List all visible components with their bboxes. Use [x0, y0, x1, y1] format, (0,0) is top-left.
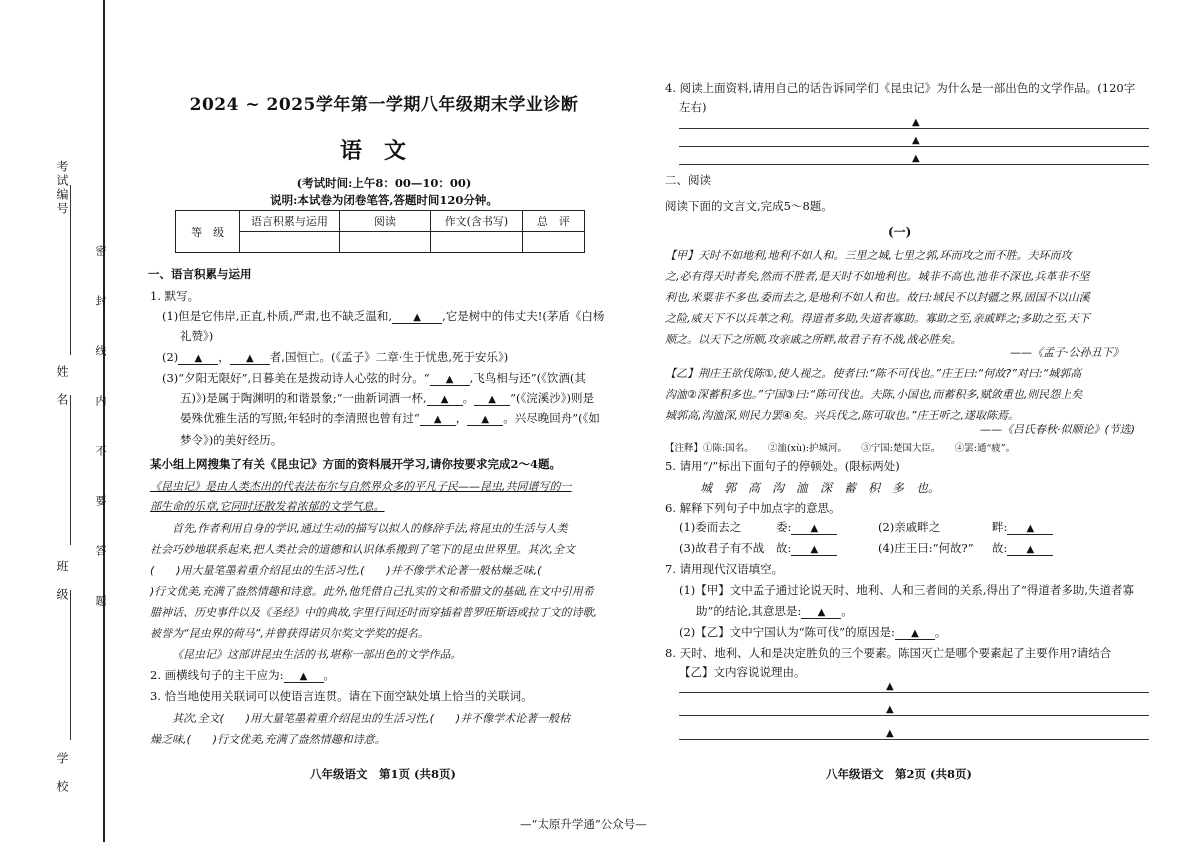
blank[interactable]: ▲ — [467, 414, 503, 426]
q5-sentence[interactable]: 城 郭 高 沟 洫 深 蓄 积 多 也。 — [700, 481, 941, 495]
q6-1-key: 委: ▲ — [776, 519, 837, 535]
answer-line[interactable] — [679, 692, 1149, 693]
class-field[interactable] — [70, 590, 71, 740]
name-field[interactable] — [70, 395, 71, 545]
jia-line-3: 利也,米粟非不多也,委而去之,是地利不如人和也。故曰:域民不以封疆之界,固国不以山溪 — [665, 291, 1090, 304]
q6-2: (2)亲戚畔之 — [878, 520, 941, 534]
col-reading: 阅读 — [339, 211, 431, 232]
passage-line-2: 部生命的乐章,它同时还散发着浓郁的文学气息。 — [150, 500, 385, 513]
q3-line-2: 燥乏味,( )行文优美,充满了盎然情趣和诗意。 — [150, 733, 386, 746]
blank[interactable]: ▲ — [230, 353, 270, 365]
answer-line[interactable] — [679, 128, 1149, 129]
answer-line[interactable] — [679, 739, 1149, 740]
yi-line-3: 城郭高,沟洫深,则民力罢④矣。兴兵伐之,陈可取也。”庄王听之,遂取陈焉。 — [665, 409, 1020, 422]
grade-table — [175, 210, 585, 253]
blank-marker: ▲ — [912, 117, 920, 128]
q3: 3. 恰当地使用关联词可以使语言连贯。请在下面空缺处填上恰当的关联词。 — [150, 689, 533, 703]
bottom-watermark: —“太原升学通”公众号— — [520, 817, 647, 831]
footer-page-2: 八年级语文 第2页 (共8页) — [826, 767, 972, 781]
col-total: 总 评 — [522, 211, 584, 232]
jia-line-1: 【甲】天时不如地利,地利不如人和。三里之城,七里之郭,环而攻之而不胜。夫环而攻 — [665, 249, 1072, 262]
blank[interactable]: ▲ — [791, 544, 837, 556]
blank[interactable]: ▲ — [1007, 544, 1053, 556]
group-intro: 某小组上网搜集了有关《昆虫记》方面的资料展开学习,请你按要求完成2～4题。 — [150, 457, 562, 471]
footer-page-1: 八年级语文 第1页 (共8页) — [310, 767, 456, 781]
section-1-title: 一、语言积累与运用 — [148, 267, 252, 281]
q7: 7. 请用现代汉语填空。 — [665, 562, 784, 576]
yi-source: ——《吕氏春秋·似顺论》(节选) — [980, 423, 1136, 436]
blank[interactable]: ▲ — [430, 374, 470, 386]
q6-1: (1)委而去之 — [679, 520, 742, 534]
blank-marker: ▲ — [912, 153, 920, 164]
q7-2: (2)【乙】文中宁国认为“陈可伐”的原因是: ▲ 。 — [679, 625, 947, 639]
answer-line[interactable] — [679, 164, 1149, 165]
passage-line-5: ( )用大量笔墨着重介绍昆虫的生活习性,( )并不像学术论著一般枯燥乏味,( — [150, 564, 542, 577]
yi-line-1: 【乙】荆庄王欲伐陈①,使人视之。使者曰:“陈不可伐也。”庄王曰:“何故?”对曰:“城郭高 — [665, 367, 1082, 380]
blank-marker: ▲ — [912, 135, 920, 146]
blank[interactable]: ▲ — [178, 353, 218, 365]
subject-title: 语文 — [339, 138, 428, 164]
school-label: 学 校 — [55, 752, 69, 794]
exam-no-label: 考试编号 — [55, 160, 69, 216]
cell-total[interactable] — [522, 232, 584, 253]
q1-1: (1)但是它伟岸,正直,朴质,严肃,也不缺乏温和, ▲ ,它是树中的伟丈夫!(茅盾《白杨 — [162, 309, 605, 323]
blank[interactable]: ▲ — [1007, 523, 1053, 535]
jia-line-2: 之,必有得天时者矣,然而不胜者,是天时不如地利也。城非不高也,池非不深也,兵革非不坚 — [665, 270, 1090, 283]
q7-1: (1)【甲】文中孟子通过论说天时、地利、人和三者间的关系,得出了“得道者多助,失道者寡 — [679, 583, 1134, 597]
answer-line[interactable] — [679, 715, 1149, 716]
blank-marker: ▲ — [886, 681, 894, 692]
q6-2-key: 畔: ▲ — [992, 519, 1053, 535]
blank[interactable]: ▲ — [392, 312, 442, 324]
blank[interactable]: ▲ — [420, 414, 456, 426]
exam-note: 说明:本试卷为闭卷笔答,答题时间120分钟。 — [270, 193, 498, 207]
passage-line-8: 被誉为“昆虫界的荷马”,并曾获得诺贝尔奖文学奖的提名。 — [150, 627, 429, 640]
cell-essay[interactable] — [431, 232, 523, 253]
blank[interactable]: ▲ — [895, 628, 935, 640]
part-1-title: (一) — [888, 225, 912, 239]
cell-reading[interactable] — [339, 232, 431, 253]
passage-line-1: 《昆虫记》是由人类杰出的代表法布尔与自然界众多的平凡子民——昆虫,共同谱写的一 — [150, 480, 572, 493]
passage-line-4: 社会巧妙地联系起来,把人类社会的道德和认识体系搬到了笔下的昆虫世界里。其次,全文 — [150, 543, 575, 556]
q1-2: (2) ▲ ， ▲ 者,国恒亡。(《孟子》二章·生于忧患,死于安乐》) — [162, 350, 509, 364]
q8-b: 【乙】文内容说说理由。 — [679, 665, 806, 679]
exam-no-field[interactable] — [70, 185, 71, 355]
passage-line-3: 首先,作者利用自身的学识,通过生动的描写以拟人的修辞手法,将昆虫的生活与人类 — [172, 522, 568, 535]
answer-line[interactable] — [679, 146, 1149, 147]
jia-line-4: 之险,威天下不以兵革之利。得道者多助,失道者寡助。寡助之至,亲戚畔之;多助之至,天下 — [665, 312, 1090, 325]
q1-3: (3)“夕阳无限好”,日暮美在是拨动诗人心弦的时分。“ ▲ ,飞鸟相与还”(《饮酒(其 — [162, 371, 586, 385]
q5: 5. 请用“/”标出下面句子的停顿处。(限标两处) — [665, 459, 900, 473]
section-2-title: 二、阅读 — [665, 173, 711, 187]
q3-line-1: 其次,全文( )用大量笔墨着重介绍昆虫的生活习性,( )并不像学术论著一般枯 — [172, 712, 571, 725]
cell-language[interactable] — [240, 232, 339, 253]
annotations: 【注释】①陈:国名。 ②洫(xù):护城河。 ③宁国:楚国大臣。 ④罢:通“疲”。 — [665, 443, 1016, 454]
q6-3-key: 故: ▲ — [776, 540, 837, 556]
q1-1-src: 礼赞》) — [180, 329, 214, 343]
col-essay: 作文(含书写) — [431, 211, 523, 232]
q8: 8. 天时、地利、人和是决定胜负的三个要素。陈国灭亡是哪个要素起了主要作用?请结合 — [665, 646, 1112, 660]
q6-4: (4)庄王曰:“何故?” — [878, 541, 974, 555]
q4: 4. 阅读上面资料,请用自己的话告诉同学们《昆虫记》为什么是一部出色的文学作品。(120字 — [665, 81, 1136, 95]
passage-line-6: )行文优美,充满了盎然情趣和诗意。此外,他凭借自己扎实的文和希腊文的基础,在文中引用希 — [150, 585, 594, 598]
exam-title: 2024 ~ 2025学年第一学期八年级期末学业诊断 — [189, 95, 579, 115]
exam-time: (考试时间:上午8：00—10：00) — [296, 176, 472, 190]
q1-3-b: 五)》)是属于陶渊明的和谐景象;“一曲新词酒一杯, ▲ 。 ▲ ”(《浣溪沙》)则是 — [180, 391, 594, 405]
seal-text: 密 封 线 内 不 要 答 题 — [94, 245, 107, 620]
blank[interactable]: ▲ — [427, 394, 463, 406]
q1-3-c: 晏殊优雅生活的写照;年轻时的李清照也曾有过“ ▲ ， ▲ 。兴尽晚回舟”(《如 — [180, 411, 600, 425]
blank[interactable]: ▲ — [474, 394, 510, 406]
grade-label: 等 级 — [176, 211, 240, 253]
jia-line-5: 顺之。以天下之所顺,攻亲戚之所畔,故君子有不战,战必胜矣。 — [665, 333, 962, 346]
q6: 6. 解释下列句子中加点字的意思。 — [665, 501, 841, 515]
q6-4-key: 故: ▲ — [992, 540, 1053, 556]
section-2-intro: 阅读下面的文言文,完成5～8题。 — [665, 199, 833, 213]
blank[interactable]: ▲ — [284, 671, 324, 683]
name-label: 姓 名 — [55, 365, 69, 407]
jia-source: ——《孟子·公孙丑下》 — [1010, 346, 1124, 359]
col-language: 语言积累与运用 — [240, 211, 339, 232]
q2: 2. 画横线句子的主干应为: ▲ 。 — [150, 668, 336, 682]
q4-b: 左右) — [679, 100, 707, 114]
blank[interactable]: ▲ — [801, 607, 841, 619]
q1: 1. 默写。 — [150, 289, 200, 303]
yi-line-2: 沟洫②深蓄积多也。”宁国③曰:“陈可伐也。夫陈,小国也,而蓄积多,赋敛重也,则民怨上矣 — [665, 388, 1083, 401]
q1-3-d: 梦令》)的美好经历。 — [180, 433, 283, 447]
blank[interactable]: ▲ — [791, 523, 837, 535]
q7-1-b: 助”的结论,其意思是: ▲ 。 — [696, 604, 853, 618]
passage-line-7: 腊神话、历史事件以及《圣经》中的典故,字里行间还时而穿插着普罗旺斯语或拉丁文的诗歌, — [150, 606, 597, 619]
class-label: 班 级 — [55, 560, 69, 602]
blank-marker: ▲ — [886, 704, 894, 715]
blank-marker: ▲ — [886, 728, 894, 739]
q6-3: (3)故君子有不战 — [679, 541, 765, 555]
passage-line-9: 《昆虫记》这部讲昆虫生活的书,堪称一部出色的文学作品。 — [172, 648, 462, 661]
